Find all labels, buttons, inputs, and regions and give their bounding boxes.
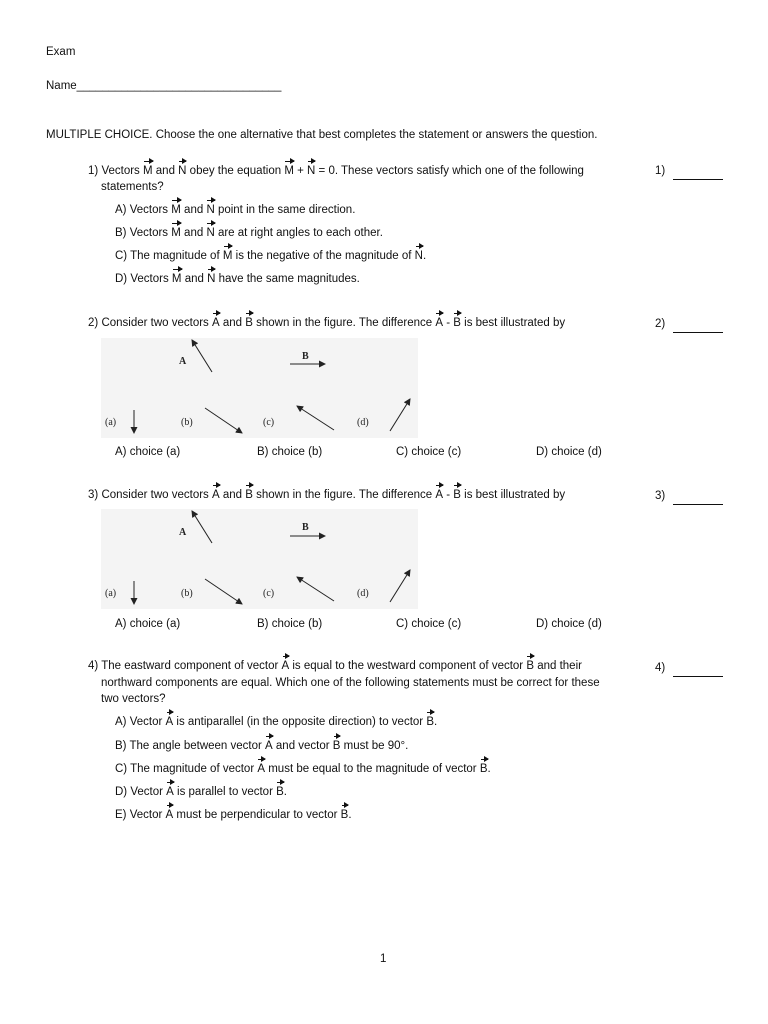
choice-c-label: (c) xyxy=(263,417,275,428)
vector-symbol: N xyxy=(207,273,216,285)
vector-symbol: A xyxy=(281,660,290,672)
choice-c-arrow xyxy=(297,577,334,601)
vector-symbol: A xyxy=(212,489,220,501)
vector-symbol: A xyxy=(435,317,444,329)
vector-a-arrow xyxy=(192,511,212,543)
vector-symbol: B xyxy=(245,489,253,501)
answer-blank[interactable] xyxy=(673,179,723,180)
option[interactable]: B) Vectors M and N are at right angles to each other. xyxy=(115,227,383,239)
option-label: C) xyxy=(115,250,128,262)
vector-symbol: B xyxy=(526,660,534,672)
answer-number: 4) xyxy=(655,662,666,674)
option-label: A) xyxy=(115,204,127,216)
vector-symbol: A xyxy=(212,317,220,329)
vector-symbol: B xyxy=(332,740,341,752)
question-3-stem: 3) Consider two vectors A and B shown in the figure. The difference A - B is best illustrated by xyxy=(88,489,566,501)
option-label: B) xyxy=(115,740,127,752)
question-1-stem-line2: statements? xyxy=(101,181,164,193)
option[interactable]: A) choice (a) xyxy=(115,446,181,458)
option[interactable]: C) choice (c) xyxy=(396,446,462,458)
question-4-stem-line3: two vectors? xyxy=(101,693,166,705)
vector-symbol: A xyxy=(435,489,444,501)
option-label: E) xyxy=(115,809,127,821)
exam-title: Exam xyxy=(46,46,76,58)
vector-symbol: M xyxy=(171,273,182,285)
vector-symbol: A xyxy=(165,809,174,821)
question-4-stem-line2: northward components are equal. Which one of the following statements must be correct for these xyxy=(101,677,600,689)
option[interactable]: A) choice (a) xyxy=(115,618,181,630)
vector-symbol: A xyxy=(265,740,273,752)
vector-symbol: M xyxy=(171,204,181,216)
vector-symbol: A xyxy=(166,786,174,798)
choice-b-label: (b) xyxy=(181,417,193,428)
question-number: 2) xyxy=(88,317,99,329)
option[interactable]: A) Vectors M and N point in the same direction. xyxy=(115,204,356,216)
vector-symbol: N xyxy=(206,204,215,216)
option[interactable]: E) Vector A must be perpendicular to vector B. xyxy=(115,809,352,821)
vector-symbol: M xyxy=(284,165,294,177)
vector-symbol: B xyxy=(479,763,488,775)
vector-figure xyxy=(101,509,418,609)
question-number: 1) xyxy=(88,165,99,177)
vector-figure xyxy=(101,338,418,438)
vector-symbol: M xyxy=(143,165,153,177)
section-instructions: MULTIPLE CHOICE. Choose the one alternative that best completes the statement or answers the question. xyxy=(46,129,598,141)
vector-a-arrow xyxy=(192,340,212,372)
vector-symbol: B xyxy=(340,809,349,821)
vector-symbol: M xyxy=(222,250,233,262)
choice-d-arrow xyxy=(390,399,410,431)
question-1-stem: 1) Vectors M and N obey the equation M + N = 0. These vectors satisfy which one of the following xyxy=(88,165,584,177)
vector-a-label: A xyxy=(179,527,187,538)
option-label: B) xyxy=(115,227,127,239)
option[interactable]: C) The magnitude of vector A must be equal to the magnitude of vector B. xyxy=(115,763,491,775)
choice-b-label: (b) xyxy=(181,588,193,599)
choice-a-label: (a) xyxy=(105,417,117,428)
vector-diagram xyxy=(101,509,418,609)
vector-symbol: N xyxy=(414,250,423,262)
choice-d-label: (d) xyxy=(357,588,369,599)
vector-symbol: N xyxy=(206,227,215,239)
answer-blank[interactable] xyxy=(673,332,723,333)
name-field-label: Name________________________________ xyxy=(46,80,282,92)
question-2-stem: 2) Consider two vectors A and B shown in the figure. The difference A - B is best illustrated by xyxy=(88,317,566,329)
vector-symbol: A xyxy=(257,763,266,775)
option[interactable]: D) choice (d) xyxy=(536,618,602,630)
vector-symbol: A xyxy=(165,716,174,728)
option[interactable]: B) choice (b) xyxy=(257,618,323,630)
option[interactable]: C) The magnitude of M is the negative of the magnitude of N. xyxy=(115,250,427,262)
question-number: 4) xyxy=(88,660,99,672)
option[interactable]: A) Vector A is antiparallel (in the opposite direction) to vector B. xyxy=(115,716,438,728)
question-number: 3) xyxy=(88,489,99,501)
choice-d-label: (d) xyxy=(357,417,369,428)
option[interactable]: B) choice (b) xyxy=(257,446,323,458)
vector-diagram xyxy=(101,338,418,438)
vector-symbol: N xyxy=(307,165,316,177)
choice-c-label: (c) xyxy=(263,588,275,599)
option[interactable]: C) choice (c) xyxy=(396,618,462,630)
question-4-stem: 4) The eastward component of vector A is equal to the westward component of vector B and their xyxy=(88,660,582,672)
vector-symbol: N xyxy=(178,165,187,177)
answer-number: 3) xyxy=(655,490,666,502)
vector-b-label: B xyxy=(302,351,309,362)
option[interactable]: D) Vectors M and N have the same magnitudes. xyxy=(115,273,360,285)
answer-blank[interactable] xyxy=(673,504,723,505)
choice-b-arrow xyxy=(205,408,242,433)
choice-b-arrow xyxy=(205,579,242,604)
option[interactable]: D) choice (d) xyxy=(536,446,602,458)
answer-blank[interactable] xyxy=(673,676,723,677)
choice-a-label: (a) xyxy=(105,588,117,599)
option[interactable]: D) Vector A is parallel to vector B. xyxy=(115,786,287,798)
answer-number: 2) xyxy=(655,318,666,330)
vector-a-label: A xyxy=(179,356,187,367)
vector-symbol: B xyxy=(453,489,461,501)
choice-c-arrow xyxy=(297,406,334,430)
vector-b-label: B xyxy=(302,522,309,533)
vector-symbol: B xyxy=(245,317,253,329)
option-label: D) xyxy=(115,273,128,285)
vector-symbol: B xyxy=(426,716,434,728)
option-label: A) xyxy=(115,716,127,728)
option[interactable]: B) The angle between vector A and vector B must be 90°. xyxy=(115,740,409,752)
vector-symbol: B xyxy=(276,786,284,798)
option-label: D) xyxy=(115,786,128,798)
option-label: C) xyxy=(115,763,128,775)
answer-number: 1) xyxy=(655,165,666,177)
choice-d-arrow xyxy=(390,570,410,602)
vector-symbol: M xyxy=(171,227,181,239)
vector-symbol: B xyxy=(453,317,461,329)
page-number: 1 xyxy=(380,953,387,965)
